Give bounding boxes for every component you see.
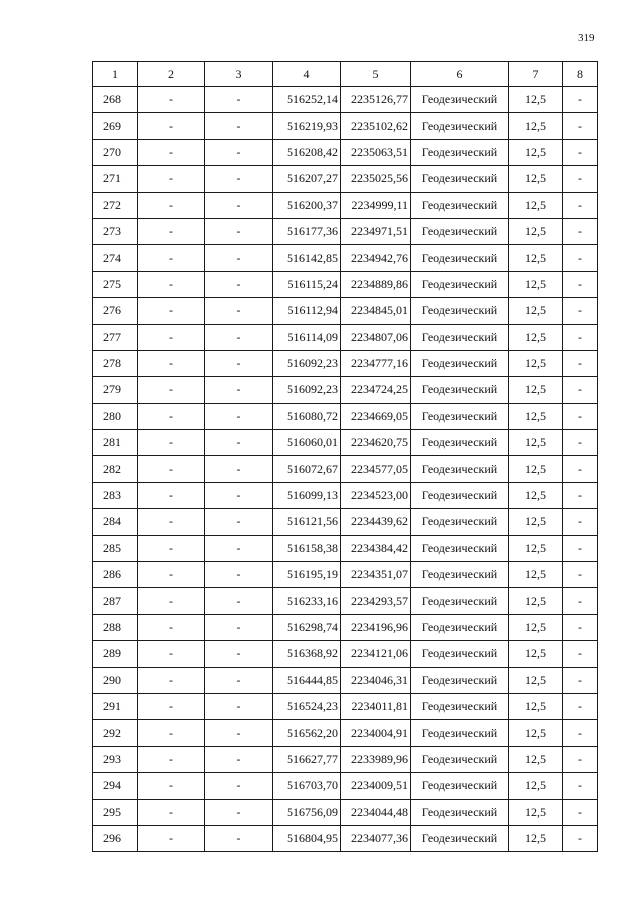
x-coordinate-cell: 516756,09: [273, 799, 341, 825]
table-row: [93, 588, 598, 614]
method-cell: Геодезический: [411, 87, 509, 113]
col-8-cell: -: [563, 614, 598, 640]
table-row: [93, 113, 598, 139]
y-coordinate-cell: 2234845,01: [341, 298, 411, 324]
col-2-cell: -: [138, 403, 205, 429]
accuracy-cell: 12,5: [509, 509, 563, 535]
x-coordinate-cell: 516298,74: [273, 614, 341, 640]
col-3-cell: -: [205, 139, 273, 165]
col-2-cell: -: [138, 377, 205, 403]
method-cell: Геодезический: [411, 350, 509, 376]
col-3-cell: -: [205, 641, 273, 667]
method-cell: Геодезический: [411, 562, 509, 588]
col-2-cell: -: [138, 271, 205, 297]
col-8-cell: -: [563, 377, 598, 403]
accuracy-cell: 12,5: [509, 271, 563, 297]
header-col-4: 4: [273, 62, 341, 87]
col-8-cell: -: [563, 535, 598, 561]
point-number-cell: 278: [93, 350, 138, 376]
method-cell: Геодезический: [411, 773, 509, 799]
x-coordinate-cell: 516092,23: [273, 377, 341, 403]
x-coordinate-cell: 516142,85: [273, 245, 341, 271]
col-2-cell: -: [138, 456, 205, 482]
x-coordinate-cell: 516158,38: [273, 535, 341, 561]
y-coordinate-cell: 2234807,06: [341, 324, 411, 350]
col-3-cell: -: [205, 799, 273, 825]
col-2-cell: -: [138, 324, 205, 350]
x-coordinate-cell: 516804,95: [273, 825, 341, 851]
col-2-cell: -: [138, 825, 205, 851]
method-cell: Геодезический: [411, 139, 509, 165]
accuracy-cell: 12,5: [509, 667, 563, 693]
table-row: [93, 245, 598, 271]
method-cell: Геодезический: [411, 113, 509, 139]
accuracy-cell: 12,5: [509, 113, 563, 139]
col-3-cell: -: [205, 403, 273, 429]
point-number-cell: 294: [93, 773, 138, 799]
x-coordinate-cell: 516524,23: [273, 693, 341, 719]
table-row: [93, 324, 598, 350]
table-row: [93, 139, 598, 165]
x-coordinate-cell: 516368,92: [273, 641, 341, 667]
header-col-8: 8: [563, 62, 598, 87]
point-number-cell: 285: [93, 535, 138, 561]
x-coordinate-cell: 516207,27: [273, 166, 341, 192]
method-cell: Геодезический: [411, 720, 509, 746]
table-row: [93, 456, 598, 482]
accuracy-cell: 12,5: [509, 166, 563, 192]
table-row: [93, 746, 598, 772]
accuracy-cell: 12,5: [509, 562, 563, 588]
accuracy-cell: 12,5: [509, 87, 563, 113]
y-coordinate-cell: 2235126,77: [341, 87, 411, 113]
table-row: [93, 799, 598, 825]
point-number-cell: 286: [93, 562, 138, 588]
accuracy-cell: 12,5: [509, 218, 563, 244]
y-coordinate-cell: 2234439,62: [341, 509, 411, 535]
method-cell: Геодезический: [411, 825, 509, 851]
col-3-cell: -: [205, 693, 273, 719]
y-coordinate-cell: 2234620,75: [341, 430, 411, 456]
col-2-cell: -: [138, 693, 205, 719]
col-8-cell: -: [563, 825, 598, 851]
point-number-cell: 272: [93, 192, 138, 218]
point-number-cell: 282: [93, 456, 138, 482]
accuracy-cell: 12,5: [509, 535, 563, 561]
y-coordinate-cell: 2234669,05: [341, 403, 411, 429]
col-3-cell: -: [205, 456, 273, 482]
method-cell: Геодезический: [411, 509, 509, 535]
header-col-5: 5: [341, 62, 411, 87]
y-coordinate-cell: 2234004,91: [341, 720, 411, 746]
y-coordinate-cell: 2234011,81: [341, 693, 411, 719]
col-2-cell: -: [138, 430, 205, 456]
table-row: [93, 430, 598, 456]
table-row: [93, 403, 598, 429]
x-coordinate-cell: 516233,16: [273, 588, 341, 614]
y-coordinate-cell: 2234384,42: [341, 535, 411, 561]
y-coordinate-cell: 2234577,05: [341, 456, 411, 482]
col-8-cell: -: [563, 773, 598, 799]
y-coordinate-cell: 2234523,00: [341, 482, 411, 508]
y-coordinate-cell: 2235025,56: [341, 166, 411, 192]
method-cell: Геодезический: [411, 377, 509, 403]
method-cell: Геодезический: [411, 245, 509, 271]
col-3-cell: -: [205, 588, 273, 614]
col-3-cell: -: [205, 535, 273, 561]
col-8-cell: -: [563, 720, 598, 746]
col-2-cell: -: [138, 87, 205, 113]
table-row: [93, 271, 598, 297]
method-cell: Геодезический: [411, 166, 509, 192]
col-3-cell: -: [205, 166, 273, 192]
col-3-cell: -: [205, 324, 273, 350]
col-2-cell: -: [138, 773, 205, 799]
point-number-cell: 284: [93, 509, 138, 535]
col-2-cell: -: [138, 562, 205, 588]
x-coordinate-cell: 516080,72: [273, 403, 341, 429]
col-3-cell: -: [205, 773, 273, 799]
col-2-cell: -: [138, 535, 205, 561]
col-8-cell: -: [563, 298, 598, 324]
method-cell: Геодезический: [411, 535, 509, 561]
col-2-cell: -: [138, 588, 205, 614]
col-8-cell: -: [563, 482, 598, 508]
point-number-cell: 296: [93, 825, 138, 851]
col-8-cell: -: [563, 403, 598, 429]
col-8-cell: -: [563, 192, 598, 218]
method-cell: Геодезический: [411, 799, 509, 825]
point-number-cell: 271: [93, 166, 138, 192]
header-col-6: 6: [411, 62, 509, 87]
table-row: [93, 641, 598, 667]
point-number-cell: 291: [93, 693, 138, 719]
table-row: [93, 614, 598, 640]
page-number: 319: [578, 32, 595, 44]
col-3-cell: -: [205, 667, 273, 693]
col-2-cell: -: [138, 509, 205, 535]
y-coordinate-cell: 2234724,25: [341, 377, 411, 403]
point-number-cell: 283: [93, 482, 138, 508]
method-cell: Геодезический: [411, 324, 509, 350]
accuracy-cell: 12,5: [509, 403, 563, 429]
table-row: [93, 482, 598, 508]
table-row: [93, 825, 598, 851]
table-row: [93, 218, 598, 244]
y-coordinate-cell: 2234971,51: [341, 218, 411, 244]
y-coordinate-cell: 2234351,07: [341, 562, 411, 588]
point-number-cell: 292: [93, 720, 138, 746]
accuracy-cell: 12,5: [509, 693, 563, 719]
x-coordinate-cell: 516627,77: [273, 746, 341, 772]
col-2-cell: -: [138, 746, 205, 772]
col-2-cell: -: [138, 192, 205, 218]
point-number-cell: 274: [93, 245, 138, 271]
y-coordinate-cell: 2234196,96: [341, 614, 411, 640]
table-row: [93, 298, 598, 324]
col-2-cell: -: [138, 614, 205, 640]
point-number-cell: 289: [93, 641, 138, 667]
y-coordinate-cell: 2234046,31: [341, 667, 411, 693]
coordinates-table-container: [92, 61, 598, 852]
x-coordinate-cell: 516200,37: [273, 192, 341, 218]
col-3-cell: -: [205, 113, 273, 139]
col-3-cell: -: [205, 245, 273, 271]
col-8-cell: -: [563, 693, 598, 719]
col-2-cell: -: [138, 720, 205, 746]
col-3-cell: -: [205, 271, 273, 297]
col-2-cell: -: [138, 218, 205, 244]
col-3-cell: -: [205, 430, 273, 456]
col-3-cell: -: [205, 377, 273, 403]
point-number-cell: 268: [93, 87, 138, 113]
col-8-cell: -: [563, 509, 598, 535]
point-number-cell: 273: [93, 218, 138, 244]
header-row: [93, 62, 598, 87]
method-cell: Геодезический: [411, 482, 509, 508]
table-row: [93, 720, 598, 746]
method-cell: Геодезический: [411, 588, 509, 614]
y-coordinate-cell: 2234999,11: [341, 192, 411, 218]
table-row: [93, 773, 598, 799]
point-number-cell: 295: [93, 799, 138, 825]
table-body: [93, 87, 598, 852]
col-3-cell: -: [205, 192, 273, 218]
accuracy-cell: 12,5: [509, 192, 563, 218]
y-coordinate-cell: 2235102,62: [341, 113, 411, 139]
method-cell: Геодезический: [411, 667, 509, 693]
table-row: [93, 667, 598, 693]
x-coordinate-cell: 516060,01: [273, 430, 341, 456]
col-2-cell: -: [138, 113, 205, 139]
col-8-cell: -: [563, 641, 598, 667]
y-coordinate-cell: 2234889,86: [341, 271, 411, 297]
col-3-cell: -: [205, 562, 273, 588]
y-coordinate-cell: 2234121,06: [341, 641, 411, 667]
col-8-cell: -: [563, 139, 598, 165]
accuracy-cell: 12,5: [509, 482, 563, 508]
x-coordinate-cell: 516703,70: [273, 773, 341, 799]
accuracy-cell: 12,5: [509, 298, 563, 324]
table-row: [93, 562, 598, 588]
col-8-cell: -: [563, 350, 598, 376]
col-3-cell: -: [205, 298, 273, 324]
col-3-cell: -: [205, 350, 273, 376]
col-3-cell: -: [205, 720, 273, 746]
accuracy-cell: 12,5: [509, 799, 563, 825]
x-coordinate-cell: 516208,42: [273, 139, 341, 165]
table-row: [93, 350, 598, 376]
header-col-1: 1: [93, 62, 138, 87]
col-2-cell: -: [138, 641, 205, 667]
point-number-cell: 269: [93, 113, 138, 139]
col-2-cell: -: [138, 667, 205, 693]
header-col-7: 7: [509, 62, 563, 87]
x-coordinate-cell: 516121,56: [273, 509, 341, 535]
point-number-cell: 281: [93, 430, 138, 456]
col-2-cell: -: [138, 482, 205, 508]
point-number-cell: 287: [93, 588, 138, 614]
col-8-cell: -: [563, 324, 598, 350]
x-coordinate-cell: 516444,85: [273, 667, 341, 693]
accuracy-cell: 12,5: [509, 430, 563, 456]
col-8-cell: -: [563, 271, 598, 297]
method-cell: Геодезический: [411, 614, 509, 640]
method-cell: Геодезический: [411, 298, 509, 324]
col-8-cell: -: [563, 799, 598, 825]
y-coordinate-cell: 2234942,76: [341, 245, 411, 271]
header-col-2: 2: [138, 62, 205, 87]
col-8-cell: -: [563, 87, 598, 113]
method-cell: Геодезический: [411, 693, 509, 719]
table-row: [93, 535, 598, 561]
point-number-cell: 270: [93, 139, 138, 165]
col-3-cell: -: [205, 87, 273, 113]
x-coordinate-cell: 516072,67: [273, 456, 341, 482]
col-8-cell: -: [563, 166, 598, 192]
table-header: [93, 62, 598, 87]
y-coordinate-cell: 2233989,96: [341, 746, 411, 772]
table-row: [93, 693, 598, 719]
x-coordinate-cell: 516177,36: [273, 218, 341, 244]
method-cell: Геодезический: [411, 430, 509, 456]
table-row: [93, 377, 598, 403]
y-coordinate-cell: 2234009,51: [341, 773, 411, 799]
point-number-cell: 288: [93, 614, 138, 640]
accuracy-cell: 12,5: [509, 588, 563, 614]
col-3-cell: -: [205, 509, 273, 535]
x-coordinate-cell: 516112,94: [273, 298, 341, 324]
col-3-cell: -: [205, 825, 273, 851]
method-cell: Геодезический: [411, 271, 509, 297]
method-cell: Геодезический: [411, 218, 509, 244]
table-row: [93, 87, 598, 113]
y-coordinate-cell: 2234293,57: [341, 588, 411, 614]
accuracy-cell: 12,5: [509, 139, 563, 165]
method-cell: Геодезический: [411, 641, 509, 667]
accuracy-cell: 12,5: [509, 377, 563, 403]
y-coordinate-cell: 2235063,51: [341, 139, 411, 165]
accuracy-cell: 12,5: [509, 245, 563, 271]
y-coordinate-cell: 2234077,36: [341, 825, 411, 851]
x-coordinate-cell: 516252,14: [273, 87, 341, 113]
accuracy-cell: 12,5: [509, 641, 563, 667]
col-3-cell: -: [205, 614, 273, 640]
accuracy-cell: 12,5: [509, 720, 563, 746]
method-cell: Геодезический: [411, 746, 509, 772]
accuracy-cell: 12,5: [509, 746, 563, 772]
x-coordinate-cell: 516092,23: [273, 350, 341, 376]
col-8-cell: -: [563, 113, 598, 139]
table-row: [93, 192, 598, 218]
col-3-cell: -: [205, 482, 273, 508]
accuracy-cell: 12,5: [509, 324, 563, 350]
accuracy-cell: 12,5: [509, 456, 563, 482]
col-8-cell: -: [563, 218, 598, 244]
method-cell: Геодезический: [411, 456, 509, 482]
col-8-cell: -: [563, 746, 598, 772]
x-coordinate-cell: 516114,09: [273, 324, 341, 350]
method-cell: Геодезический: [411, 403, 509, 429]
col-2-cell: -: [138, 166, 205, 192]
header-col-3: 3: [205, 62, 273, 87]
x-coordinate-cell: 516195,19: [273, 562, 341, 588]
table-row: [93, 509, 598, 535]
point-number-cell: 280: [93, 403, 138, 429]
col-8-cell: -: [563, 430, 598, 456]
col-2-cell: -: [138, 139, 205, 165]
x-coordinate-cell: 516099,13: [273, 482, 341, 508]
table-row: [93, 166, 598, 192]
col-2-cell: -: [138, 799, 205, 825]
y-coordinate-cell: 2234044,48: [341, 799, 411, 825]
col-2-cell: -: [138, 298, 205, 324]
col-2-cell: -: [138, 245, 205, 271]
point-number-cell: 290: [93, 667, 138, 693]
accuracy-cell: 12,5: [509, 773, 563, 799]
accuracy-cell: 12,5: [509, 825, 563, 851]
point-number-cell: 293: [93, 746, 138, 772]
point-number-cell: 279: [93, 377, 138, 403]
coordinates-table: [92, 61, 598, 852]
accuracy-cell: 12,5: [509, 614, 563, 640]
col-8-cell: -: [563, 456, 598, 482]
x-coordinate-cell: 516219,93: [273, 113, 341, 139]
col-2-cell: -: [138, 350, 205, 376]
col-8-cell: -: [563, 245, 598, 271]
point-number-cell: 277: [93, 324, 138, 350]
x-coordinate-cell: 516562,20: [273, 720, 341, 746]
point-number-cell: 276: [93, 298, 138, 324]
col-8-cell: -: [563, 667, 598, 693]
y-coordinate-cell: 2234777,16: [341, 350, 411, 376]
col-3-cell: -: [205, 218, 273, 244]
method-cell: Геодезический: [411, 192, 509, 218]
x-coordinate-cell: 516115,24: [273, 271, 341, 297]
accuracy-cell: 12,5: [509, 350, 563, 376]
col-8-cell: -: [563, 588, 598, 614]
col-3-cell: -: [205, 746, 273, 772]
point-number-cell: 275: [93, 271, 138, 297]
col-8-cell: -: [563, 562, 598, 588]
